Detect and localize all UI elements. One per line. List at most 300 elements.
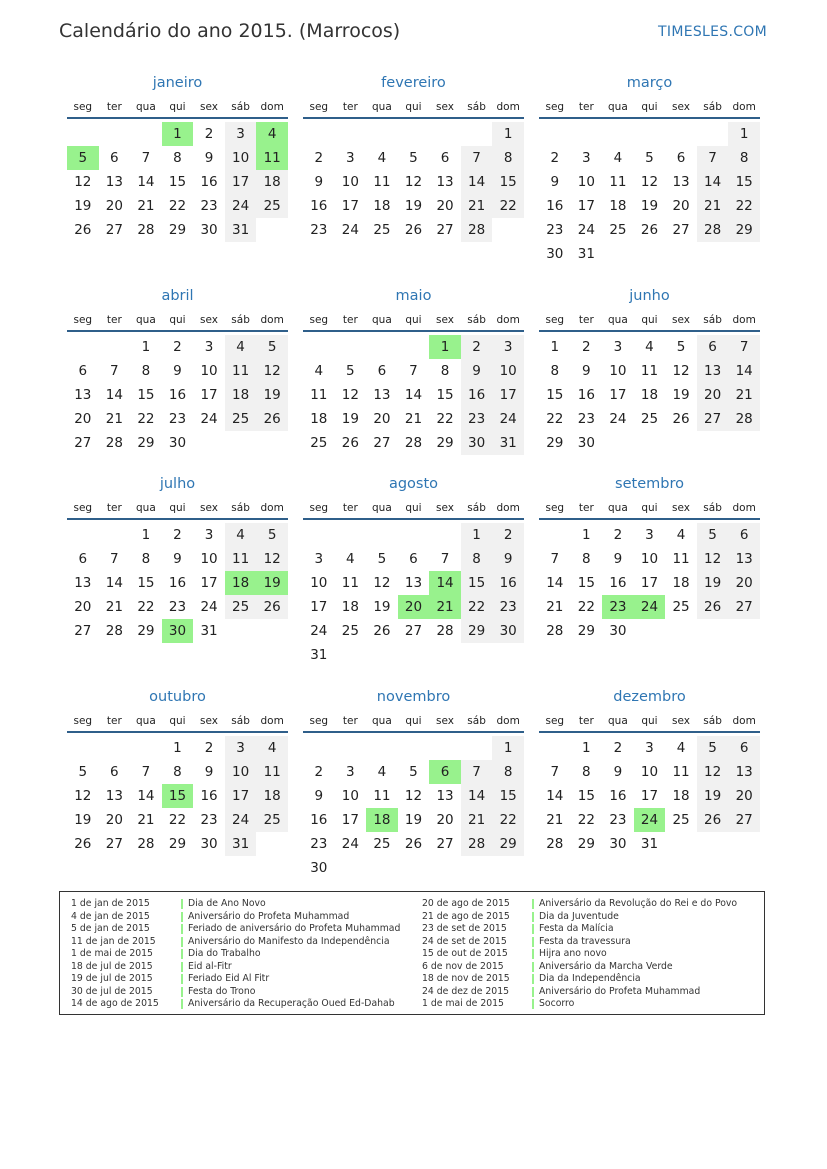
day-cell: 5 xyxy=(377,551,387,567)
day-cell: 2 xyxy=(582,339,591,355)
day-cell: 22 xyxy=(546,411,564,427)
day-cell: 6 xyxy=(78,551,88,567)
weekday-label: qua xyxy=(372,314,392,326)
legend-color-marker xyxy=(181,999,183,1009)
day-cell: 1 xyxy=(582,527,591,543)
day-cell: 28 xyxy=(105,435,123,451)
day-cell: 23 xyxy=(609,812,627,828)
day-cell: 16 xyxy=(577,387,595,403)
holiday-day-cell: 1 xyxy=(162,122,194,146)
legend-color-marker xyxy=(181,924,183,934)
day-cell: 11 xyxy=(672,551,690,567)
day-cell: 9 xyxy=(173,551,182,567)
empty-cell xyxy=(99,335,131,359)
month-name: abril xyxy=(161,288,194,304)
weekday-header xyxy=(303,498,524,520)
day-cell: 2 xyxy=(173,339,182,355)
day-cell: 20 xyxy=(728,571,760,595)
day-cell: 8 xyxy=(582,764,591,780)
day-cell: 29 xyxy=(461,619,493,643)
legend-row xyxy=(71,948,400,961)
weekday-label: qui xyxy=(169,502,186,514)
empty-cell xyxy=(130,122,162,146)
day-cell: 3 xyxy=(204,339,214,355)
day-cell: 14 xyxy=(105,575,123,591)
day-cell: 11 xyxy=(609,174,627,190)
day-cell: 12 xyxy=(256,547,288,571)
day-cell: 26 xyxy=(404,836,423,852)
day-cell: 15 xyxy=(546,387,564,403)
month-março xyxy=(539,69,760,266)
day-cell: 17 xyxy=(640,575,659,591)
day-cell: 10 xyxy=(341,788,359,804)
day-cell: 2 xyxy=(550,150,560,166)
holiday-day-cell: 15 xyxy=(162,784,194,808)
legend-holiday-name: Aniversário do Profeta Muhammad xyxy=(539,985,701,997)
empty-cell xyxy=(366,736,398,760)
day-cell: 16 xyxy=(168,575,187,591)
day-cell: 24 xyxy=(200,599,218,615)
legend-date: 21 de ago de 2015 xyxy=(422,910,510,922)
day-cell: 22 xyxy=(728,194,760,218)
legend-column-left xyxy=(71,898,400,1011)
weekday-label: ter xyxy=(578,101,594,113)
day-cell: 31 xyxy=(225,218,257,242)
weekday-header xyxy=(539,498,760,520)
weekday-label: sáb xyxy=(231,314,250,326)
day-cell: 25 xyxy=(672,599,690,615)
day-cell: 12 xyxy=(341,387,359,403)
day-cell: 5 xyxy=(409,764,418,780)
day-cell: 22 xyxy=(137,411,155,427)
day-cell: 15 xyxy=(137,575,155,591)
empty-cell xyxy=(398,736,430,760)
day-cell: 17 xyxy=(341,812,359,828)
day-cell: 12 xyxy=(74,174,92,190)
day-cell: 20 xyxy=(105,198,123,214)
day-cell: 10 xyxy=(492,359,524,383)
day-cell: 9 xyxy=(314,174,324,190)
legend-column-right xyxy=(422,898,737,1011)
day-cell: 6 xyxy=(676,150,686,166)
weekday-label: seg xyxy=(309,101,329,113)
day-cell: 26 xyxy=(373,623,391,639)
day-cell: 5 xyxy=(697,736,729,760)
day-cell: 30 xyxy=(168,435,187,451)
day-cell: 30 xyxy=(200,222,218,238)
day-cell: 12 xyxy=(404,174,423,190)
legend-holiday-name: Festa do Trono xyxy=(188,985,256,997)
day-cell: 27 xyxy=(436,836,454,852)
day-cell: 31 xyxy=(310,647,328,663)
weekday-label: seg xyxy=(73,314,93,326)
day-cell: 10 xyxy=(200,551,218,567)
day-cell: 15 xyxy=(492,170,524,194)
weekday-label: qui xyxy=(641,314,658,326)
day-cell: 2 xyxy=(613,527,623,543)
days-grid xyxy=(303,736,524,880)
day-cell: 15 xyxy=(137,387,155,403)
day-cell: 13 xyxy=(105,174,123,190)
day-cell: 17 xyxy=(341,198,359,214)
day-cell: 30 xyxy=(609,623,627,639)
day-cell: 3 xyxy=(204,527,214,543)
empty-cell xyxy=(335,335,367,359)
day-cell: 27 xyxy=(105,836,123,852)
day-cell: 28 xyxy=(436,623,454,639)
day-cell: 17 xyxy=(577,198,595,214)
day-cell: 29 xyxy=(728,218,760,242)
month-agosto xyxy=(303,470,524,667)
day-cell: 2 xyxy=(613,740,623,756)
day-cell: 29 xyxy=(168,836,187,852)
day-cell: 2 xyxy=(173,527,182,543)
day-cell: 16 xyxy=(200,174,218,190)
day-cell: 16 xyxy=(461,383,493,407)
empty-cell xyxy=(335,523,367,547)
day-cell: 20 xyxy=(373,411,391,427)
day-cell: 18 xyxy=(256,170,288,194)
day-cell: 8 xyxy=(582,551,591,567)
day-cell: 21 xyxy=(137,812,155,828)
day-cell: 23 xyxy=(577,411,595,427)
days-grid xyxy=(67,736,288,856)
day-cell: 21 xyxy=(105,599,123,615)
day-cell: 2 xyxy=(314,150,324,166)
day-cell: 11 xyxy=(640,363,659,379)
day-cell: 24 xyxy=(200,411,218,427)
month-novembro xyxy=(303,683,524,880)
weekday-label: qua xyxy=(372,101,392,113)
holiday-day-cell: 1 xyxy=(429,335,461,359)
holiday-day-cell: 4 xyxy=(256,122,288,146)
day-cell: 13 xyxy=(672,174,690,190)
day-cell: 17 xyxy=(200,387,218,403)
legend-holiday-name: Eid al-Fitr xyxy=(188,960,232,972)
empty-cell xyxy=(335,736,367,760)
weekday-header xyxy=(303,310,524,332)
empty-cell xyxy=(303,523,335,547)
day-cell: 10 xyxy=(341,174,359,190)
legend-holiday-name: Dia do Trabalho xyxy=(188,948,261,959)
day-cell: 14 xyxy=(728,359,760,383)
legend-holiday-name: Festa da Malícia xyxy=(539,923,614,934)
legend-color-marker xyxy=(532,949,534,959)
days-grid xyxy=(539,736,760,856)
weekday-header xyxy=(303,711,524,733)
legend-color-marker xyxy=(181,974,183,984)
day-cell: 24 xyxy=(225,194,257,218)
day-cell: 17 xyxy=(609,387,627,403)
day-cell: 21 xyxy=(546,599,564,615)
day-cell: 30 xyxy=(492,619,524,643)
legend-color-marker xyxy=(532,937,534,947)
day-cell: 7 xyxy=(409,363,418,379)
weekday-label: seg xyxy=(73,715,93,727)
empty-cell xyxy=(539,122,571,146)
day-cell: 20 xyxy=(672,198,690,214)
day-cell: 28 xyxy=(461,218,493,242)
weekday-label: ter xyxy=(578,715,594,727)
weekday-label: sex xyxy=(200,502,219,514)
legend-date: 1 de mai de 2015 xyxy=(422,998,504,1009)
legend-date: 24 de set de 2015 xyxy=(422,935,507,947)
empty-cell xyxy=(67,335,99,359)
day-cell: 4 xyxy=(613,150,623,166)
day-cell: 6 xyxy=(110,150,119,166)
month-name: novembro xyxy=(376,689,451,705)
legend-color-marker xyxy=(532,912,534,922)
day-cell: 1 xyxy=(728,122,760,146)
weekday-header xyxy=(67,498,288,520)
day-cell: 24 xyxy=(492,407,524,431)
weekday-label: dom xyxy=(496,715,520,727)
days-grid xyxy=(67,523,288,643)
empty-cell xyxy=(398,523,430,547)
month-maio xyxy=(303,282,524,455)
day-cell: 30 xyxy=(200,836,218,852)
legend-color-marker xyxy=(532,924,534,934)
day-cell: 26 xyxy=(341,435,359,451)
day-cell: 12 xyxy=(373,575,391,591)
day-cell: 26 xyxy=(74,836,92,852)
day-cell: 10 xyxy=(225,760,257,784)
day-cell: 23 xyxy=(310,836,328,852)
day-cell: 5 xyxy=(78,764,88,780)
day-cell: 7 xyxy=(110,551,119,567)
days-grid xyxy=(539,335,760,455)
day-cell: 11 xyxy=(256,760,288,784)
holiday-day-cell: 24 xyxy=(634,808,666,832)
day-cell: 5 xyxy=(346,363,355,379)
weekday-label: qui xyxy=(405,715,422,727)
day-cell: 7 xyxy=(697,146,729,170)
day-cell: 1 xyxy=(141,339,151,355)
month-dezembro xyxy=(539,683,760,856)
day-cell: 6 xyxy=(78,363,88,379)
empty-cell xyxy=(571,122,603,146)
day-cell: 20 xyxy=(74,599,92,615)
day-cell: 9 xyxy=(492,547,524,571)
day-cell: 14 xyxy=(137,174,155,190)
day-cell: 26 xyxy=(256,595,288,619)
legend-date: 6 de nov de 2015 xyxy=(422,960,504,972)
day-cell: 19 xyxy=(256,383,288,407)
day-cell: 16 xyxy=(609,788,627,804)
day-cell: 15 xyxy=(728,170,760,194)
day-cell: 19 xyxy=(404,812,423,828)
day-cell: 5 xyxy=(645,150,654,166)
legend-date: 14 de ago de 2015 xyxy=(71,998,159,1009)
day-cell: 10 xyxy=(609,363,627,379)
legend-date: 19 de jul de 2015 xyxy=(71,973,153,984)
day-cell: 2 xyxy=(204,740,214,756)
day-cell: 17 xyxy=(225,170,257,194)
weekday-label: sáb xyxy=(231,502,250,514)
day-cell: 2 xyxy=(314,764,324,780)
empty-cell xyxy=(303,335,335,359)
day-cell: 28 xyxy=(728,407,760,431)
day-cell: 11 xyxy=(373,788,391,804)
day-cell: 19 xyxy=(74,198,92,214)
day-cell: 6 xyxy=(409,551,418,567)
weekday-header xyxy=(67,711,288,733)
day-cell: 3 xyxy=(346,150,355,166)
day-cell: 27 xyxy=(74,435,92,451)
day-cell: 11 xyxy=(373,174,391,190)
weekday-label: sáb xyxy=(467,715,486,727)
legend-row xyxy=(71,961,400,974)
weekday-header xyxy=(539,310,760,332)
weekday-header xyxy=(539,711,760,733)
day-cell: 12 xyxy=(697,760,729,784)
day-cell: 20 xyxy=(436,198,454,214)
day-cell: 25 xyxy=(225,595,257,619)
empty-cell xyxy=(67,523,99,547)
day-cell: 5 xyxy=(256,335,288,359)
day-cell: 4 xyxy=(645,339,654,355)
month-setembro xyxy=(539,470,760,643)
day-cell: 13 xyxy=(728,547,760,571)
empty-cell xyxy=(130,736,162,760)
day-cell: 18 xyxy=(310,411,328,427)
day-cell: 1 xyxy=(582,740,591,756)
day-cell: 21 xyxy=(546,812,564,828)
day-cell: 27 xyxy=(105,222,123,238)
weekday-label: sex xyxy=(672,502,691,514)
day-cell: 16 xyxy=(310,198,328,214)
weekday-label: sáb xyxy=(703,314,722,326)
days-grid xyxy=(539,523,760,643)
empty-cell xyxy=(99,736,131,760)
day-cell: 28 xyxy=(697,218,729,242)
day-cell: 10 xyxy=(310,575,328,591)
day-cell: 7 xyxy=(110,363,119,379)
day-cell: 21 xyxy=(728,383,760,407)
day-cell: 28 xyxy=(461,832,493,856)
empty-cell xyxy=(366,523,398,547)
legend-date: 30 de jul de 2015 xyxy=(71,985,153,997)
weekday-label: seg xyxy=(545,101,565,113)
empty-cell xyxy=(303,736,335,760)
empty-cell xyxy=(697,122,729,146)
day-cell: 13 xyxy=(436,174,454,190)
legend-date: 18 de jul de 2015 xyxy=(71,960,153,972)
legend-date: 1 de mai de 2015 xyxy=(71,948,153,959)
weekday-label: sex xyxy=(436,314,455,326)
legend-date: 24 de dez de 2015 xyxy=(422,985,510,997)
day-cell: 13 xyxy=(74,575,92,591)
weekday-label: sex xyxy=(200,314,219,326)
day-cell: 30 xyxy=(577,435,595,451)
day-cell: 30 xyxy=(461,431,493,455)
day-cell: 14 xyxy=(461,784,493,808)
day-cell: 3 xyxy=(346,764,355,780)
empty-cell xyxy=(461,122,493,146)
legend-color-marker xyxy=(181,899,183,909)
empty-cell xyxy=(366,122,398,146)
day-cell: 20 xyxy=(105,812,123,828)
day-cell: 28 xyxy=(546,623,564,639)
weekday-label: qua xyxy=(136,101,156,113)
legend-row xyxy=(71,923,400,936)
weekday-label: ter xyxy=(578,502,594,514)
legend-holiday-name: Aniversário do Profeta Muhammad xyxy=(188,910,350,922)
weekday-header xyxy=(67,310,288,332)
day-cell: 25 xyxy=(373,222,391,238)
weekday-label: sáb xyxy=(467,101,486,113)
day-cell: 27 xyxy=(697,407,729,431)
day-cell: 4 xyxy=(225,523,257,547)
day-cell: 17 xyxy=(640,788,659,804)
legend-holiday-name: Aniversário do Manifesto da Independência xyxy=(188,935,390,947)
legend-color-marker xyxy=(532,962,534,972)
month-julho xyxy=(67,470,288,643)
legend-color-marker xyxy=(181,987,183,997)
legend-row xyxy=(422,961,737,974)
weekday-label: ter xyxy=(342,314,358,326)
day-cell: 24 xyxy=(310,623,328,639)
day-cell: 29 xyxy=(168,222,187,238)
day-cell: 10 xyxy=(640,764,659,780)
day-cell: 31 xyxy=(200,623,218,639)
holiday-day-cell: 24 xyxy=(634,595,666,619)
day-cell: 15 xyxy=(461,571,493,595)
day-cell: 12 xyxy=(74,788,92,804)
day-cell: 19 xyxy=(640,198,659,214)
day-cell: 16 xyxy=(609,575,627,591)
day-cell: 4 xyxy=(225,335,257,359)
day-cell: 14 xyxy=(137,788,155,804)
legend-holiday-name: Feriado de aniversário do Profeta Muhammad xyxy=(188,923,401,934)
legend-date: 4 de jan de 2015 xyxy=(71,910,150,922)
weekday-label: sáb xyxy=(703,715,722,727)
day-cell: 13 xyxy=(404,575,423,591)
day-cell: 4 xyxy=(314,363,324,379)
weekday-label: seg xyxy=(73,502,93,514)
empty-cell xyxy=(67,122,99,146)
day-cell: 23 xyxy=(492,595,524,619)
weekday-label: seg xyxy=(309,502,329,514)
day-cell: 3 xyxy=(613,339,623,355)
weekday-label: dom xyxy=(260,715,284,727)
days-grid xyxy=(67,335,288,455)
day-cell: 5 xyxy=(409,150,418,166)
day-cell: 20 xyxy=(436,812,454,828)
day-cell: 22 xyxy=(168,812,187,828)
holiday-day-cell: 6 xyxy=(429,760,461,784)
day-cell: 7 xyxy=(461,146,493,170)
day-cell: 9 xyxy=(204,764,214,780)
day-cell: 18 xyxy=(672,788,690,804)
day-cell: 5 xyxy=(697,523,729,547)
month-abril xyxy=(67,282,288,455)
brand-logo[interactable]: TIMESLES.COM xyxy=(658,24,767,40)
empty-cell xyxy=(461,736,493,760)
legend-row xyxy=(422,923,737,936)
day-cell: 27 xyxy=(404,623,423,639)
day-cell: 21 xyxy=(461,808,493,832)
weekday-label: qua xyxy=(136,314,156,326)
legend-row xyxy=(422,948,737,961)
day-cell: 7 xyxy=(550,551,560,567)
legend-color-marker xyxy=(532,999,534,1009)
day-cell: 3 xyxy=(225,122,257,146)
day-cell: 1 xyxy=(550,339,560,355)
day-cell: 9 xyxy=(613,764,623,780)
weekday-label: ter xyxy=(106,101,122,113)
day-cell: 16 xyxy=(546,198,564,214)
